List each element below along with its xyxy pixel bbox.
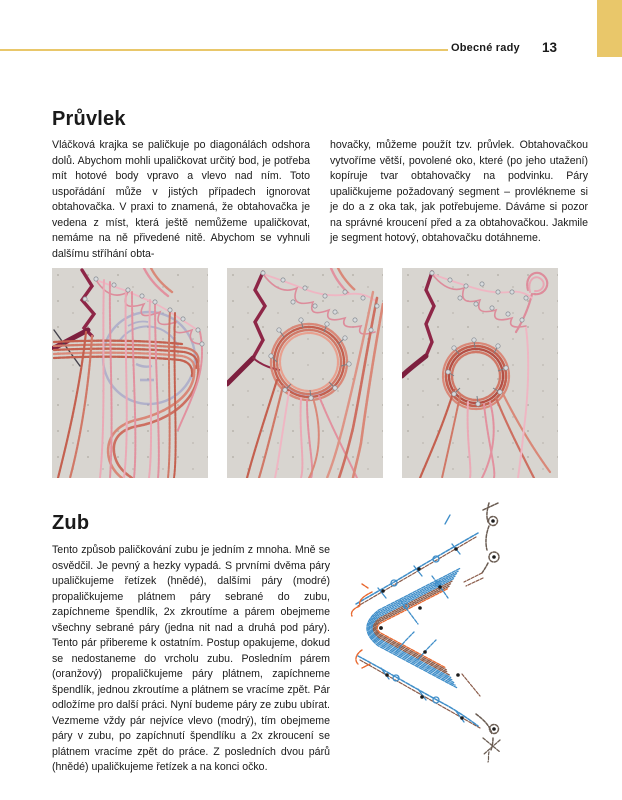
running-header: Obecné rady: [451, 42, 520, 54]
zub-working-diagram: [348, 500, 538, 765]
chain-bottom: [476, 714, 500, 762]
pruvlek-column-right: hovačky, můžeme použít tzv. průvlek. Obtahovačkou vytvoříme větší, povolené oko, které (po jeho utažení) kopíruje tvar obtahovačky na podvinku. Páry upaličkujeme požadovaný segment – provlékneme si je do a z oka tak, jak potřebujeme. Dáváme si pozor na správné kroucení před a za obtahovačkou. Jakmile je segment hotový, obtahovačku dotáhneme.: [330, 139, 588, 244]
lace-photo-step-2: [227, 268, 383, 478]
section-title-zub: Zub: [52, 512, 90, 534]
corner-accent-block: [597, 0, 622, 57]
zub-paragraph: Tento způsob paličkování zubu je jedním z mnoha. Mně se osvědčil. Je pevný a hezky vypadá. S prvními dvěma páry upaličkujeme řetízek (hnědé), dalšími páry (modré) propaličkujeme plátnem páry sebrané do zubu, zapíchneme špendlík, 2x zkroutíme a párem obejmeme všechny sebrané páry (jedna nit nad a druhá pod páry). Tento pár přibereme k ostatním. Postup opakujeme, dokud se nedostaneme do vrcholu zubu. Posledním párem (oranžový) propaličkujeme páry plátnem, zapíchneme špendlík, jednou zkroutíme a plátnem se vracíme zpět. Pár odložíme pro další práci. Nyní budeme páry ze zubu ubírat. Vezmeme vždy pár nejvíce vlevo (modrý), tím obejmeme páry v zubu, po zapíchnutí špendlíku a 2x zkroucení se plátnem vracíme zpět do práce. Z posledních dvou párů (hnědé) upaličkujeme řetízek a na konci očko.: [52, 544, 330, 773]
pin-dots: [379, 519, 496, 731]
header-rule: [0, 49, 448, 51]
chain-top: [482, 503, 499, 573]
lace-photo-step-3: [402, 268, 558, 478]
page-number: 13: [542, 40, 558, 55]
section-title-pruvlek: Průvlek: [52, 108, 126, 130]
lace-photo-step-1: [52, 268, 208, 478]
pruvlek-column-left: Vláčková krajka se paličkuje po diagonálách odshora dolů. Abychom mohli upaličkovat určitý bod, je potřeba mít hotové body vpravo a vlevo nad ním. Toto uspořádání může v jistých případech ignorovat obtahovačka. V praxi to znamená, že obtahovačka je vedena z míst, která ještě nemůžeme upaličkovat, nemáme na ně přivedené nitě. Abychom se vyhnuli dalšímu stříhání obta-: [52, 139, 310, 260]
